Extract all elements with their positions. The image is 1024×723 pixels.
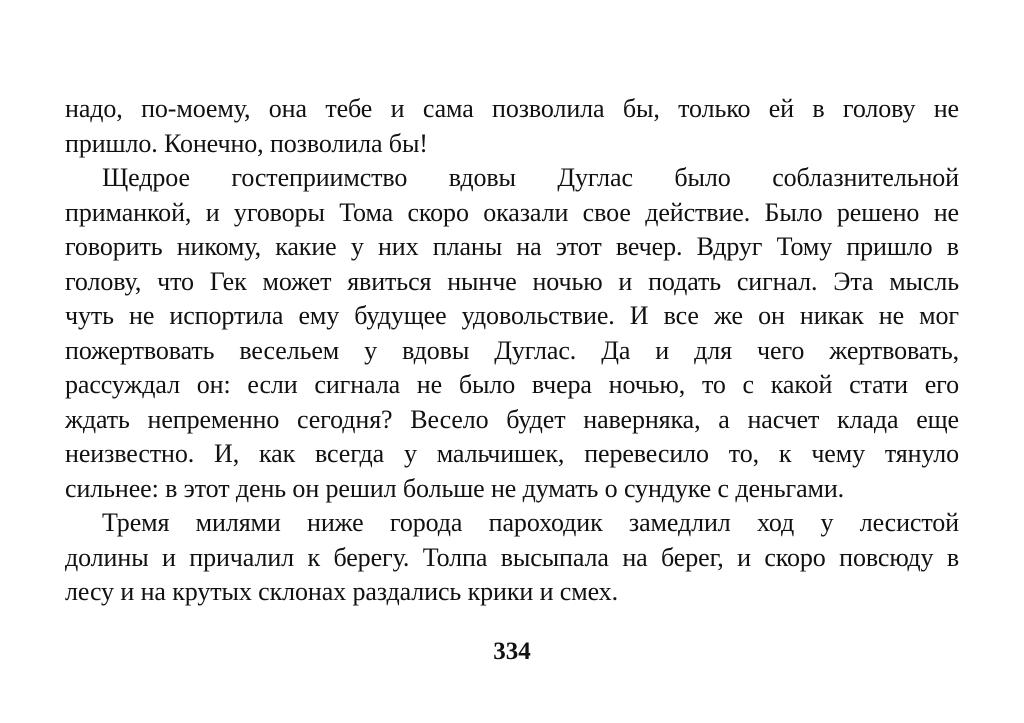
text-line: Тремя милями ниже города пароходик замедлил ход у лесистой	[102, 508, 959, 537]
text-line: неизвестно. И, как всегда у мальчишек, перевесило то, к чему тянуло	[65, 439, 959, 468]
text-line: ждать непременно сегодня? Весело будет наверняка, а насчет клада еще	[65, 404, 959, 434]
paragraph	[65, 506, 959, 610]
text-line: надо, по-моему, она тебе и сама позволила бы, только ей в голову не	[65, 94, 959, 123]
text-line: долины и причалил к берегу. Толпа высыпала на берег, и скоро повсюду в	[65, 542, 959, 572]
page-number: 334	[493, 638, 531, 665]
text-line: лесу и на крутых склонах раздались крики и смех.	[65, 577, 618, 606]
text-line: чуть не испортила ему будущее удовольствие. И все же он никак не мог	[65, 301, 959, 330]
text-line: Щедрое гостеприимство вдовы Дуглас было соблазнительной	[102, 163, 959, 192]
text-line: голову, что Гек может явиться нынче ночью и подать сигнал. Эта мысль	[65, 266, 959, 296]
text-line: пришло. Конечно, позволила бы!	[65, 128, 428, 158]
text-line: сильнее: в этот день он решил больше не думать о сундуке с деньгами.	[65, 473, 845, 503]
text-line: пожертвовать весельем у вдовы Дуглас. Да и для чего жертвовать,	[65, 335, 959, 365]
paragraph	[65, 161, 959, 506]
paragraph-continuation	[65, 92, 959, 161]
text-line: приманкой, и уговоры Тома скоро оказали свое действие. Было решено не	[65, 197, 959, 227]
page-body	[65, 92, 959, 610]
text-line: говорить никому, какие у них планы на этот вечер. Вдруг Тому пришло в	[65, 232, 959, 261]
text-line: рассуждал он: если сигнала не было вчера ночью, то с какой стати его	[65, 370, 959, 399]
